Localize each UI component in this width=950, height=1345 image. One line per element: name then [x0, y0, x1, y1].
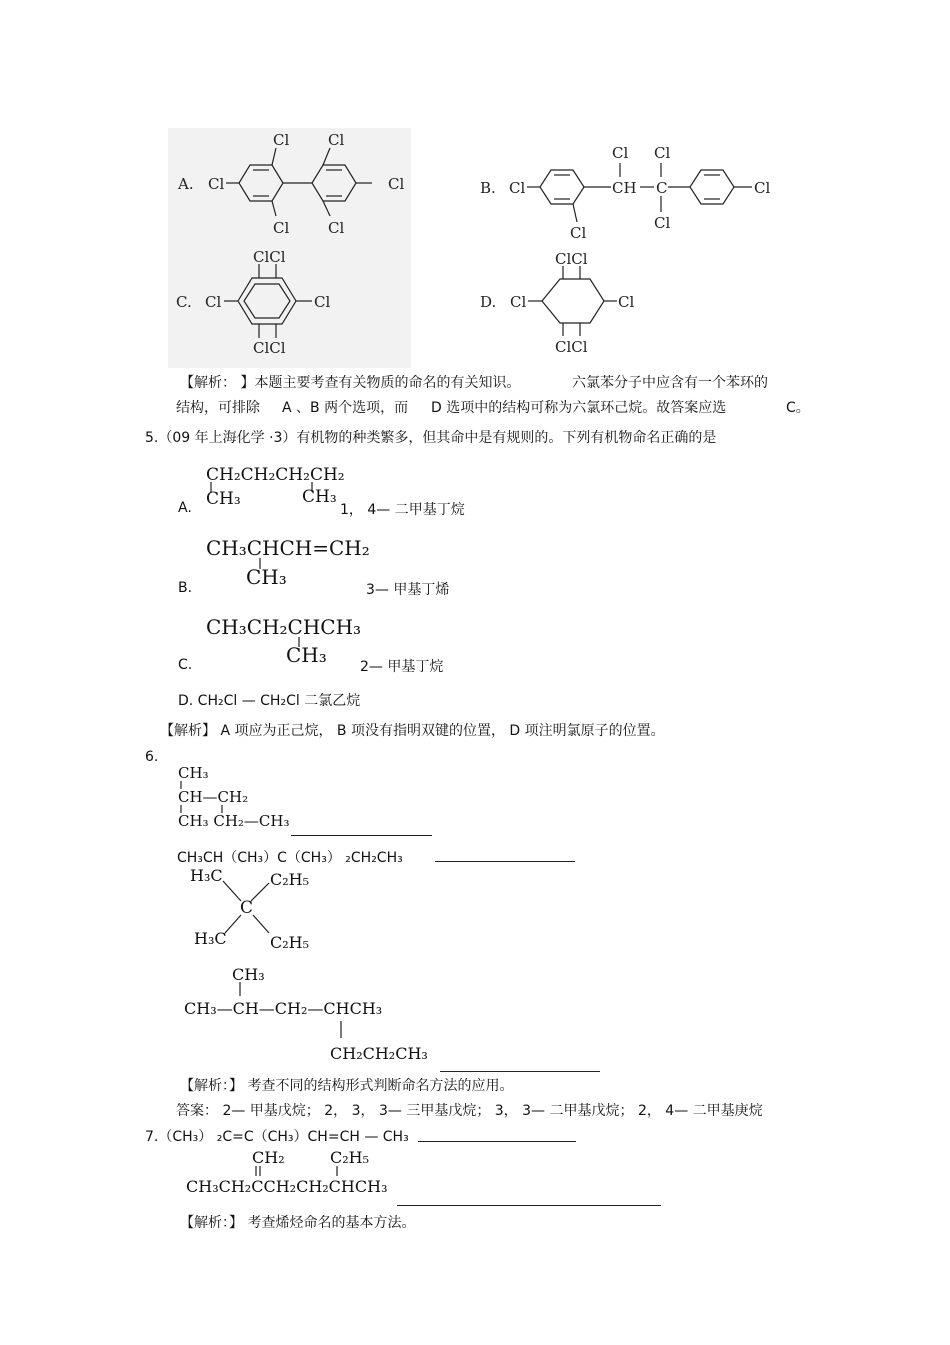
q6-s3-tl: H₃C [190, 866, 223, 885]
cl-atom: Cl [328, 219, 345, 237]
answer-blank[interactable] [418, 1141, 576, 1142]
q4-analysis-line2a: 结构，可排除 [176, 400, 260, 416]
q5-stem: 5.（09 年上海化学 ·3）有机物的种类繁多，但其命中是有规则的。下列有机物命名正确的是 [145, 430, 717, 446]
cl-atom: Cl [654, 144, 671, 162]
answer-blank[interactable] [440, 1071, 600, 1072]
q7-s2-main: CH₃CH₂CCH₂CH₂CHCH₃ [186, 1177, 388, 1196]
cl-atom: Cl [205, 293, 222, 311]
answer-blank[interactable] [435, 861, 575, 862]
q6-analysis: 【解析：】 考查不同的结构形式判断命名方法的应用。 [180, 1078, 514, 1094]
q5-a-formula-right: CH₃ [302, 487, 337, 507]
q6-s2: CH₃CH（CH₃）C（CH₃） ₂CH₂CH₃ [177, 850, 403, 866]
clcl-atoms: ClCl [253, 248, 286, 266]
q6-number: 6. [145, 749, 159, 765]
benzene-ring [238, 278, 296, 324]
q4-analysis-line1a: 【解析： 】本题主要考查有关物质的命名的有关知识。 [180, 375, 521, 391]
cl-atom: Cl [618, 293, 635, 311]
q5-d-line: D. CH₂Cl — CH₂Cl 二氯乙烷 [178, 693, 361, 709]
c-atom: C [656, 179, 668, 197]
cl-atom: Cl [208, 175, 225, 193]
q5-a-name: 1， 4— 二甲基丁烷 [340, 502, 465, 518]
q6-s1-top: CH₃ [178, 764, 209, 782]
q7-s2-top-right: C₂H₅ [330, 1148, 370, 1167]
q6-s4-main: CH₃—CH—CH₂—CHCH₃ [184, 999, 383, 1018]
q6-s1-bot: CH₃ CH₂—CH₃ [178, 812, 290, 830]
q6-answer: 答案： 2— 甲基戊烷； 2， 3， 3— 三甲基戊烷； 3， 3— 二甲基戊烷； 2， 4— 二甲基庚烷 [176, 1103, 763, 1119]
q6-s3-c: C [240, 898, 254, 918]
cl-atom: Cl [314, 293, 331, 311]
cyclohexane-ring [542, 279, 604, 323]
q5-c-label: C. [178, 657, 193, 673]
cl-atom: Cl [612, 144, 629, 162]
q7-s2-top-left: CH₂ [252, 1148, 285, 1167]
q7-analysis: 【解析：】 考查烯烃命名的基本方法。 [180, 1215, 416, 1231]
q5-b-name: 3— 甲基丁烯 [366, 582, 450, 598]
cl-atom: Cl [754, 179, 771, 197]
cl-atom: Cl [328, 131, 345, 149]
q6-s3-bonds [215, 875, 285, 945]
answer-blank[interactable] [291, 835, 432, 836]
q6-s4-bot: CH₂CH₂CH₃ [330, 1044, 428, 1063]
option-d-label: D. [480, 293, 497, 311]
q6-s1-mid: CH—CH₂ [178, 788, 249, 806]
q4-analysis-line1b: 六氯苯分子中应含有一个苯环的 [572, 375, 768, 391]
q4-analysis-line2d: C。 [786, 400, 810, 416]
q5-a-formula-left: CH₃ [206, 489, 241, 509]
cl-atom: Cl [273, 131, 290, 149]
cl-atom: Cl [570, 224, 587, 242]
ch-group: CH [612, 179, 637, 197]
option-b-label: B. [480, 179, 496, 197]
q5-analysis: 【解析】 A 项应为正己烷， B 项没有指明双键的位置， D 项注明氯原子的位置。 [160, 723, 665, 739]
q6-s3-tr: C₂H₅ [270, 870, 310, 889]
clcl-atoms: ClCl [555, 338, 588, 356]
q5-b-formula-top: CH₃CHCH=CH₂ [206, 536, 370, 560]
clcl-atoms: ClCl [555, 250, 588, 268]
q5-b-label: B. [178, 580, 193, 596]
q5-a-formula-top: CH₂CH₂CH₂CH₂ [206, 465, 345, 485]
cl-atom: Cl [509, 179, 526, 197]
cl-atom: Cl [388, 175, 405, 193]
q6-s4-bond-top [232, 981, 252, 999]
clcl-atoms: ClCl [253, 339, 286, 357]
option-c-label: C. [176, 293, 192, 311]
option-a-label: A. [178, 175, 194, 193]
q7-s1: 7.（CH₃） ₂C=C（CH₃）CH=CH — CH₃ [145, 1129, 409, 1145]
q4-analysis-line2c: D 选项中的结构可称为六氯环己烷。故答案应选 [431, 400, 727, 416]
q5-c-formula-top: CH₃CH₂CHCH₃ [206, 615, 362, 639]
answer-blank[interactable] [397, 1205, 661, 1206]
q6-s4-bond-bot [333, 1018, 353, 1042]
q5-b-formula-sub: CH₃ [246, 565, 287, 589]
q5-c-formula-sub: CH₃ [286, 643, 327, 667]
cl-atom: Cl [654, 214, 671, 232]
q6-s4-top: CH₃ [232, 965, 265, 984]
cl-atom: Cl [510, 293, 527, 311]
q5-a-label: A. [178, 500, 192, 516]
q6-s3-br: C₂H₅ [270, 933, 310, 952]
chlorinated-structures-figure [0, 0, 950, 370]
q6-s3-bl: H₃C [194, 929, 227, 948]
q5-c-name: 2— 甲基丁烷 [360, 659, 444, 675]
q4-analysis-line2b: A 、B 两个选项，而 [282, 400, 409, 416]
cl-atom: Cl [273, 219, 290, 237]
